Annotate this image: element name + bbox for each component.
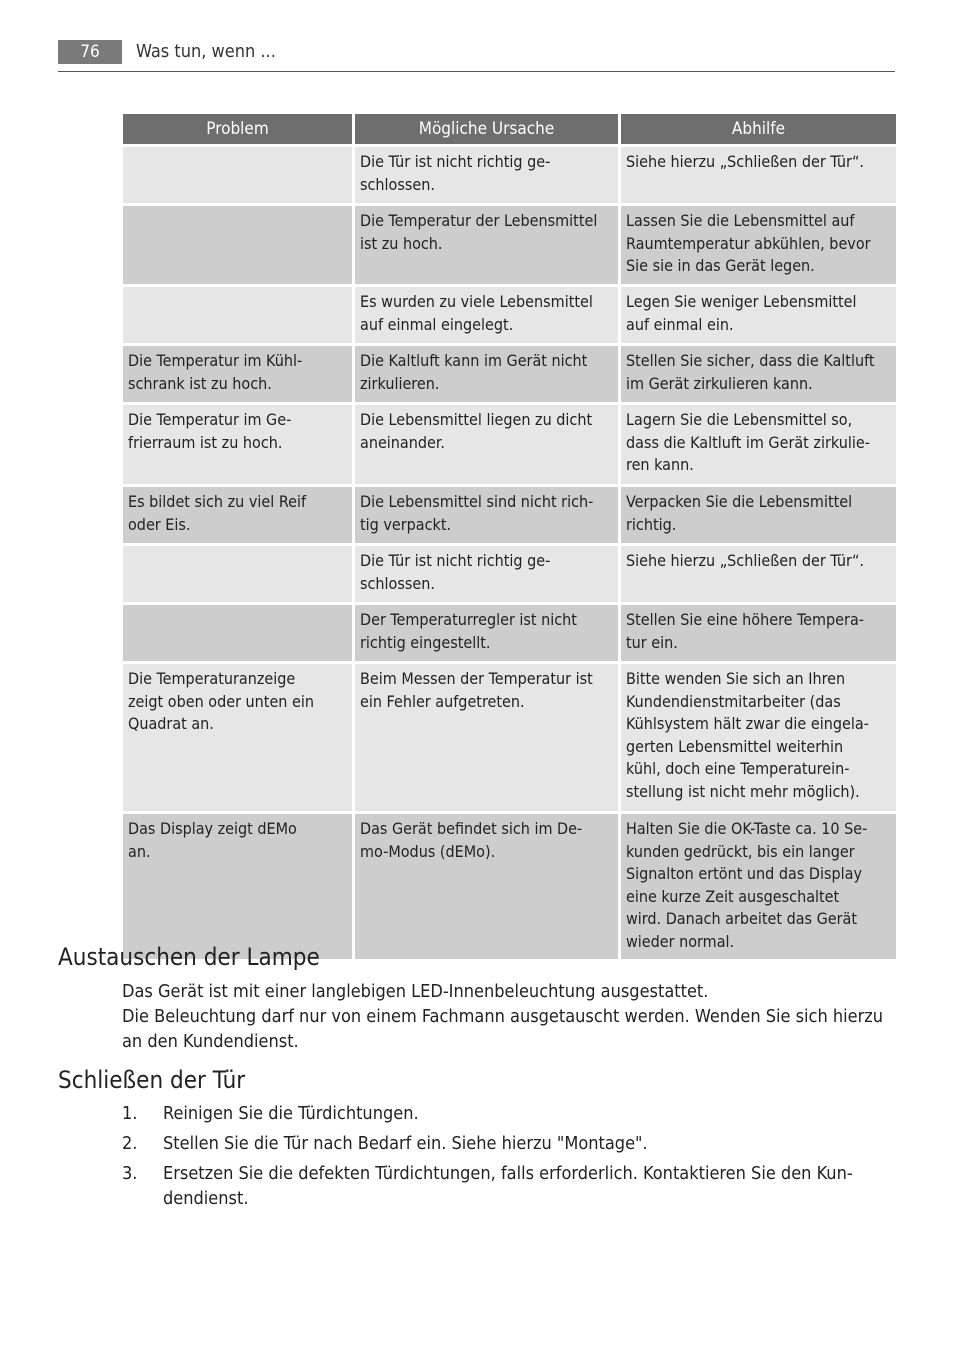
- problem-cell: Die Temperaturanzeige zeigt oben oder unten ein Quadrat an.: [123, 664, 352, 811]
- cause-cell: Die Kaltluft kann im Gerät nicht zirkulieren.: [355, 346, 618, 402]
- cause-cell: Die Tür ist nicht richtig ge- schlossen.: [355, 546, 618, 602]
- table-header-row: [123, 114, 896, 144]
- step-number: 1.: [122, 1103, 138, 1124]
- cause-cell: Die Lebensmittel liegen zu dicht aneinander.: [355, 405, 618, 484]
- step-number: 2.: [122, 1133, 138, 1154]
- table-row: [123, 206, 896, 284]
- table-row: [123, 487, 896, 543]
- table-body: [123, 147, 896, 959]
- cause-cell: Die Tür ist nicht richtig ge- schlossen.: [355, 147, 618, 203]
- remedy-cell: Bitte wenden Sie sich an Ihren Kundendienstmitarbeiter (das Kühlsystem hält zwar die eingela- gerten Lebensmittel weiterhin kühl, doch eine Temperaturein- stellung ist nicht mehr möglich).: [621, 664, 896, 811]
- step-text: Reinigen Sie die Türdichtungen.: [163, 1103, 419, 1124]
- cause-cell: Die Lebensmittel sind nicht rich- tig verpackt.: [355, 487, 618, 543]
- problem-cell: [123, 287, 352, 343]
- problem-cell: Die Temperatur im Ge- frierraum ist zu hoch.: [123, 405, 352, 484]
- column-header-remedy: Abhilfe: [621, 114, 896, 144]
- list-item: [58, 1161, 894, 1211]
- lamp-paragraph-2: Die Beleuchtung darf nur von einem Fachmann ausgetauscht werden. Wenden Sie sich hierzu an den Kundendienst.: [122, 1006, 884, 1052]
- table-row: [123, 546, 896, 602]
- door-section: [58, 1065, 894, 1216]
- page-number: 76: [58, 40, 122, 64]
- page-header: [58, 40, 895, 72]
- step-text: Ersetzen Sie die defekten Türdichtungen, falls erforderlich. Kontaktieren Sie den Kun- dendienst.: [163, 1163, 853, 1209]
- list-item: [58, 1101, 894, 1126]
- problem-cell: Die Temperatur im Kühl- schrank ist zu hoch.: [123, 346, 352, 402]
- problem-cell: [123, 605, 352, 661]
- cause-cell: Das Gerät befindet sich im De- mo-Modus (dEMo).: [355, 814, 618, 959]
- table-row: [123, 287, 896, 343]
- step-number: 3.: [122, 1163, 138, 1184]
- cause-cell: Es wurden zu viele Lebensmittel auf einmal eingelegt.: [355, 287, 618, 343]
- column-header-cause: Mögliche Ursache: [355, 114, 618, 144]
- problem-cell: Das Display zeigt dEMo an.: [123, 814, 352, 959]
- lamp-paragraph-1: Das Gerät ist mit einer langlebigen LED-Innenbeleuchtung ausgestattet.: [122, 981, 709, 1002]
- remedy-cell: Lassen Sie die Lebensmittel auf Raumtemperatur abkühlen, bevor Sie sie in das Gerät legen.: [621, 206, 896, 284]
- step-text: Stellen Sie die Tür nach Bedarf ein. Siehe hierzu "Montage".: [163, 1133, 648, 1154]
- problem-cell: [123, 206, 352, 284]
- lamp-heading: Austauschen der Lampe: [58, 943, 320, 971]
- remedy-cell: Halten Sie die OK-Taste ca. 10 Se- kunden gedrückt, bis ein langer Signalton ertönt und das Display eine kurze Zeit ausgeschaltet wird. Danach arbeitet das Gerät wieder normal.: [621, 814, 896, 959]
- table-row: [123, 346, 896, 402]
- table-row: [123, 664, 896, 811]
- remedy-cell: Stellen Sie eine höhere Tempera- tur ein.: [621, 605, 896, 661]
- cause-cell: Die Temperatur der Lebensmittel ist zu hoch.: [355, 206, 618, 284]
- problem-cell: [123, 546, 352, 602]
- remedy-cell: Legen Sie weniger Lebensmittel auf einmal ein.: [621, 287, 896, 343]
- remedy-cell: Siehe hierzu „Schließen der Tür“.: [621, 546, 896, 602]
- remedy-cell: Stellen Sie sicher, dass die Kaltluft im Gerät zirkulieren kann.: [621, 346, 896, 402]
- cause-cell: Der Temperaturregler ist nicht richtig eingestellt.: [355, 605, 618, 661]
- chapter-title: Was tun, wenn ...: [136, 41, 276, 62]
- table-row: [123, 405, 896, 484]
- table-row: [123, 814, 896, 959]
- list-item: [58, 1131, 894, 1156]
- cause-cell: Beim Messen der Temperatur ist ein Fehler aufgetreten.: [355, 664, 618, 811]
- remedy-cell: Lagern Sie die Lebensmittel so, dass die Kaltluft im Gerät zirkulie- ren kann.: [621, 405, 896, 484]
- door-heading: Schließen der Tür: [58, 1066, 246, 1094]
- table-row: [123, 605, 896, 661]
- door-steps-list: [58, 1101, 894, 1211]
- column-header-problem: Problem: [123, 114, 352, 144]
- table-row: [123, 147, 896, 203]
- remedy-cell: Siehe hierzu „Schließen der Tür“.: [621, 147, 896, 203]
- troubleshooting-table: [120, 111, 899, 962]
- lamp-section: [58, 942, 894, 1054]
- remedy-cell: Verpacken Sie die Lebensmittel richtig.: [621, 487, 896, 543]
- problem-cell: [123, 147, 352, 203]
- problem-cell: Es bildet sich zu viel Reif oder Eis.: [123, 487, 352, 543]
